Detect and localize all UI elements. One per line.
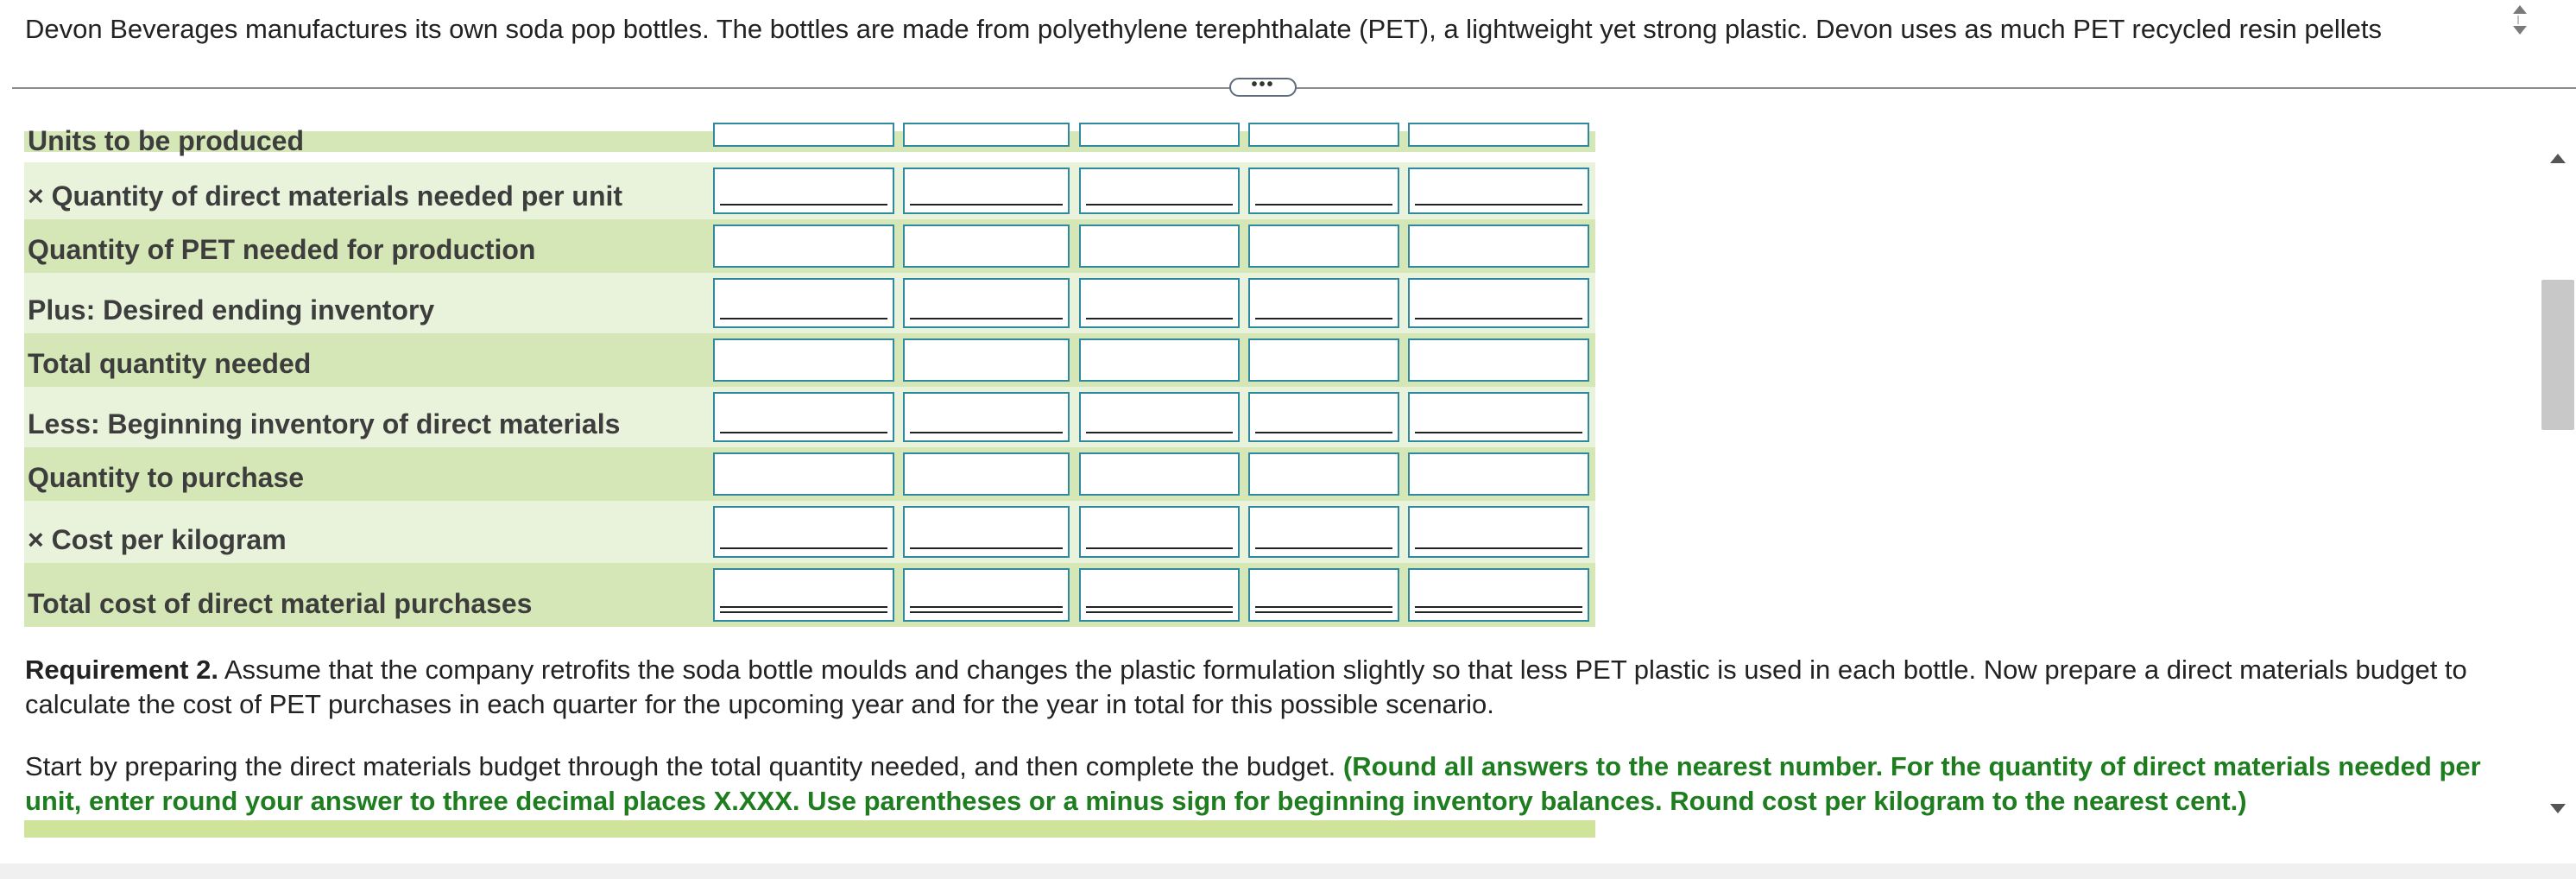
budget-input-cell[interactable] <box>1408 452 1589 496</box>
scroll-up-icon[interactable] <box>2550 154 2566 163</box>
budget-input-cell[interactable] <box>713 568 894 622</box>
budget-input-cell[interactable] <box>1408 338 1589 382</box>
double-underline-rule <box>1415 606 1582 608</box>
instructions-paragraph <box>25 749 2494 819</box>
budget-input-cell[interactable] <box>1079 392 1240 442</box>
intro-text: Devon Beverages manufactures its own soda pop bottles. The bottles are made from polyethylene terephthalate (PET), a lightweight yet strong plastic. Devon uses as much PET recycled resin pellets <box>25 14 2382 44</box>
budget-input-cell[interactable] <box>1248 568 1399 622</box>
budget-row <box>24 501 1595 563</box>
underline-rule <box>1255 547 1392 549</box>
budget-content-pane <box>0 125 2538 863</box>
budget-input-cell[interactable] <box>903 168 1070 214</box>
underline-rule <box>1086 432 1233 433</box>
underline-rule <box>1415 318 1582 319</box>
underline-rule <box>910 432 1063 433</box>
budget-input-cell[interactable] <box>1079 452 1240 496</box>
budget-input-cell[interactable] <box>1408 392 1589 442</box>
budget-input-cell[interactable] <box>1248 506 1399 558</box>
budget-input-cell[interactable] <box>1248 278 1399 328</box>
underline-rule <box>1086 611 1233 613</box>
budget-input-cell[interactable] <box>903 123 1070 147</box>
highlight-strip <box>24 820 1595 838</box>
budget-row-label: Plus: Desired ending inventory <box>28 294 435 326</box>
underline-rule <box>720 547 887 549</box>
budget-row-label: Quantity to purchase <box>28 462 305 493</box>
budget-input-cell[interactable] <box>903 392 1070 442</box>
underline-rule <box>1255 318 1392 319</box>
budget-input-cell[interactable] <box>1079 168 1240 214</box>
budget-row-label: Total cost of direct material purchases <box>28 588 533 619</box>
budget-input-cell[interactable] <box>1408 123 1589 147</box>
underline-rule <box>1086 318 1233 319</box>
double-underline-rule <box>1255 606 1392 608</box>
budget-row-label: Total quantity needed <box>28 348 312 379</box>
pane-resize-handle[interactable]: ••• <box>1229 78 1297 97</box>
problem-statement-pane <box>0 0 2538 76</box>
underline-rule <box>1255 611 1392 613</box>
budget-input-cell[interactable] <box>1408 278 1589 328</box>
budget-input-cell[interactable] <box>713 168 894 214</box>
underline-rule <box>1255 204 1392 206</box>
budget-input-cell[interactable] <box>1408 168 1589 214</box>
budget-input-cell[interactable] <box>903 338 1070 382</box>
budget-row <box>24 125 1595 156</box>
underline-rule <box>720 204 887 206</box>
underline-rule <box>1086 204 1233 206</box>
underline-rule <box>1415 611 1582 613</box>
underline-rule <box>720 432 887 433</box>
budget-row <box>24 162 1595 219</box>
top-pane-scrollbar[interactable] <box>2500 0 2538 50</box>
underline-rule <box>1415 204 1582 206</box>
budget-row <box>24 563 1595 627</box>
budget-input-cell[interactable] <box>1248 452 1399 496</box>
budget-input-cell[interactable] <box>1079 278 1240 328</box>
budget-row <box>24 447 1595 501</box>
budget-row-label: × Quantity of direct materials needed per unit <box>28 180 623 212</box>
budget-input-cell[interactable] <box>1079 224 1240 268</box>
budget-input-cell[interactable] <box>713 224 894 268</box>
budget-input-cell[interactable] <box>1079 568 1240 622</box>
budget-input-cell[interactable] <box>1408 506 1589 558</box>
double-underline-rule <box>720 606 887 608</box>
budget-row <box>24 333 1595 387</box>
underline-rule <box>720 611 887 613</box>
requirement-2-text: Assume that the company retrofits the soda bottle moulds and changes the plastic formulation slightly so that less PET plastic is used in each bottle. Now prepare a direct materials budget to calculate the cost of PET purchases in each quarter for the upcoming year and for the year in total for this possible scenario. <box>25 655 2467 719</box>
budget-input-cell[interactable] <box>1079 338 1240 382</box>
underline-rule <box>1415 432 1582 433</box>
underline-rule <box>910 204 1063 206</box>
budget-input-cell[interactable] <box>903 278 1070 328</box>
bottom-bar <box>0 863 2576 879</box>
requirement-2-heading: Requirement 2. <box>25 655 218 685</box>
scroll-down-icon[interactable] <box>2550 804 2566 813</box>
underline-rule <box>1086 547 1233 549</box>
budget-input-cell[interactable] <box>1248 168 1399 214</box>
underline-rule <box>1255 432 1392 433</box>
budget-row <box>24 273 1595 333</box>
budget-input-cell[interactable] <box>1408 568 1589 622</box>
budget-input-cell[interactable] <box>1079 506 1240 558</box>
scrollbar-thumb[interactable] <box>2541 280 2574 430</box>
budget-row-label: Units to be produced <box>28 125 304 156</box>
budget-input-cell[interactable] <box>903 452 1070 496</box>
budget-input-cell[interactable] <box>903 506 1070 558</box>
budget-input-cell[interactable] <box>903 224 1070 268</box>
underline-rule <box>720 318 887 319</box>
budget-row <box>24 387 1595 447</box>
double-underline-rule <box>910 606 1063 608</box>
rounding-note: (Round all answers to the nearest number. For the quantity of direct materials needed per unit, enter round your answer to three decimal places X.XXX. Use parentheses or a minus sign for beginning inventory balances. Round cost per kilogram to the nearest cent.) <box>25 751 2481 816</box>
scroll-up-icon[interactable] <box>2513 5 2527 14</box>
content-scrollbar[interactable] <box>2538 142 2576 832</box>
budget-input-cell[interactable] <box>713 392 894 442</box>
instructions-text: Start by preparing the direct materials budget through the total quantity needed, and then complete the budget. <box>25 751 1343 781</box>
budget-input-cell[interactable] <box>713 278 894 328</box>
underline-rule <box>1415 547 1582 549</box>
budget-row-label: Quantity of PET needed for production <box>28 234 536 265</box>
scroll-down-icon[interactable] <box>2513 26 2527 35</box>
budget-input-cell[interactable] <box>1248 338 1399 382</box>
budget-input-cell[interactable] <box>713 338 894 382</box>
budget-input-cell[interactable] <box>1079 123 1240 147</box>
underline-rule <box>910 547 1063 549</box>
budget-row-label: × Cost per kilogram <box>28 524 287 555</box>
budget-input-cell[interactable] <box>713 506 894 558</box>
budget-input-cell[interactable] <box>1248 392 1399 442</box>
double-underline-rule <box>1086 606 1233 608</box>
budget-input-cell[interactable] <box>713 452 894 496</box>
budget-input-cell[interactable] <box>1408 224 1589 268</box>
budget-input-cell[interactable] <box>713 123 894 147</box>
budget-input-cell[interactable] <box>1248 224 1399 268</box>
scroll-track <box>2517 16 2519 24</box>
budget-input-cell[interactable] <box>903 568 1070 622</box>
budget-input-cell[interactable] <box>1248 123 1399 147</box>
underline-rule <box>910 611 1063 613</box>
budget-row-label: Less: Beginning inventory of direct materials <box>28 408 621 440</box>
requirement-2-paragraph <box>25 653 2494 722</box>
underline-rule <box>910 318 1063 319</box>
budget-row <box>24 219 1595 273</box>
